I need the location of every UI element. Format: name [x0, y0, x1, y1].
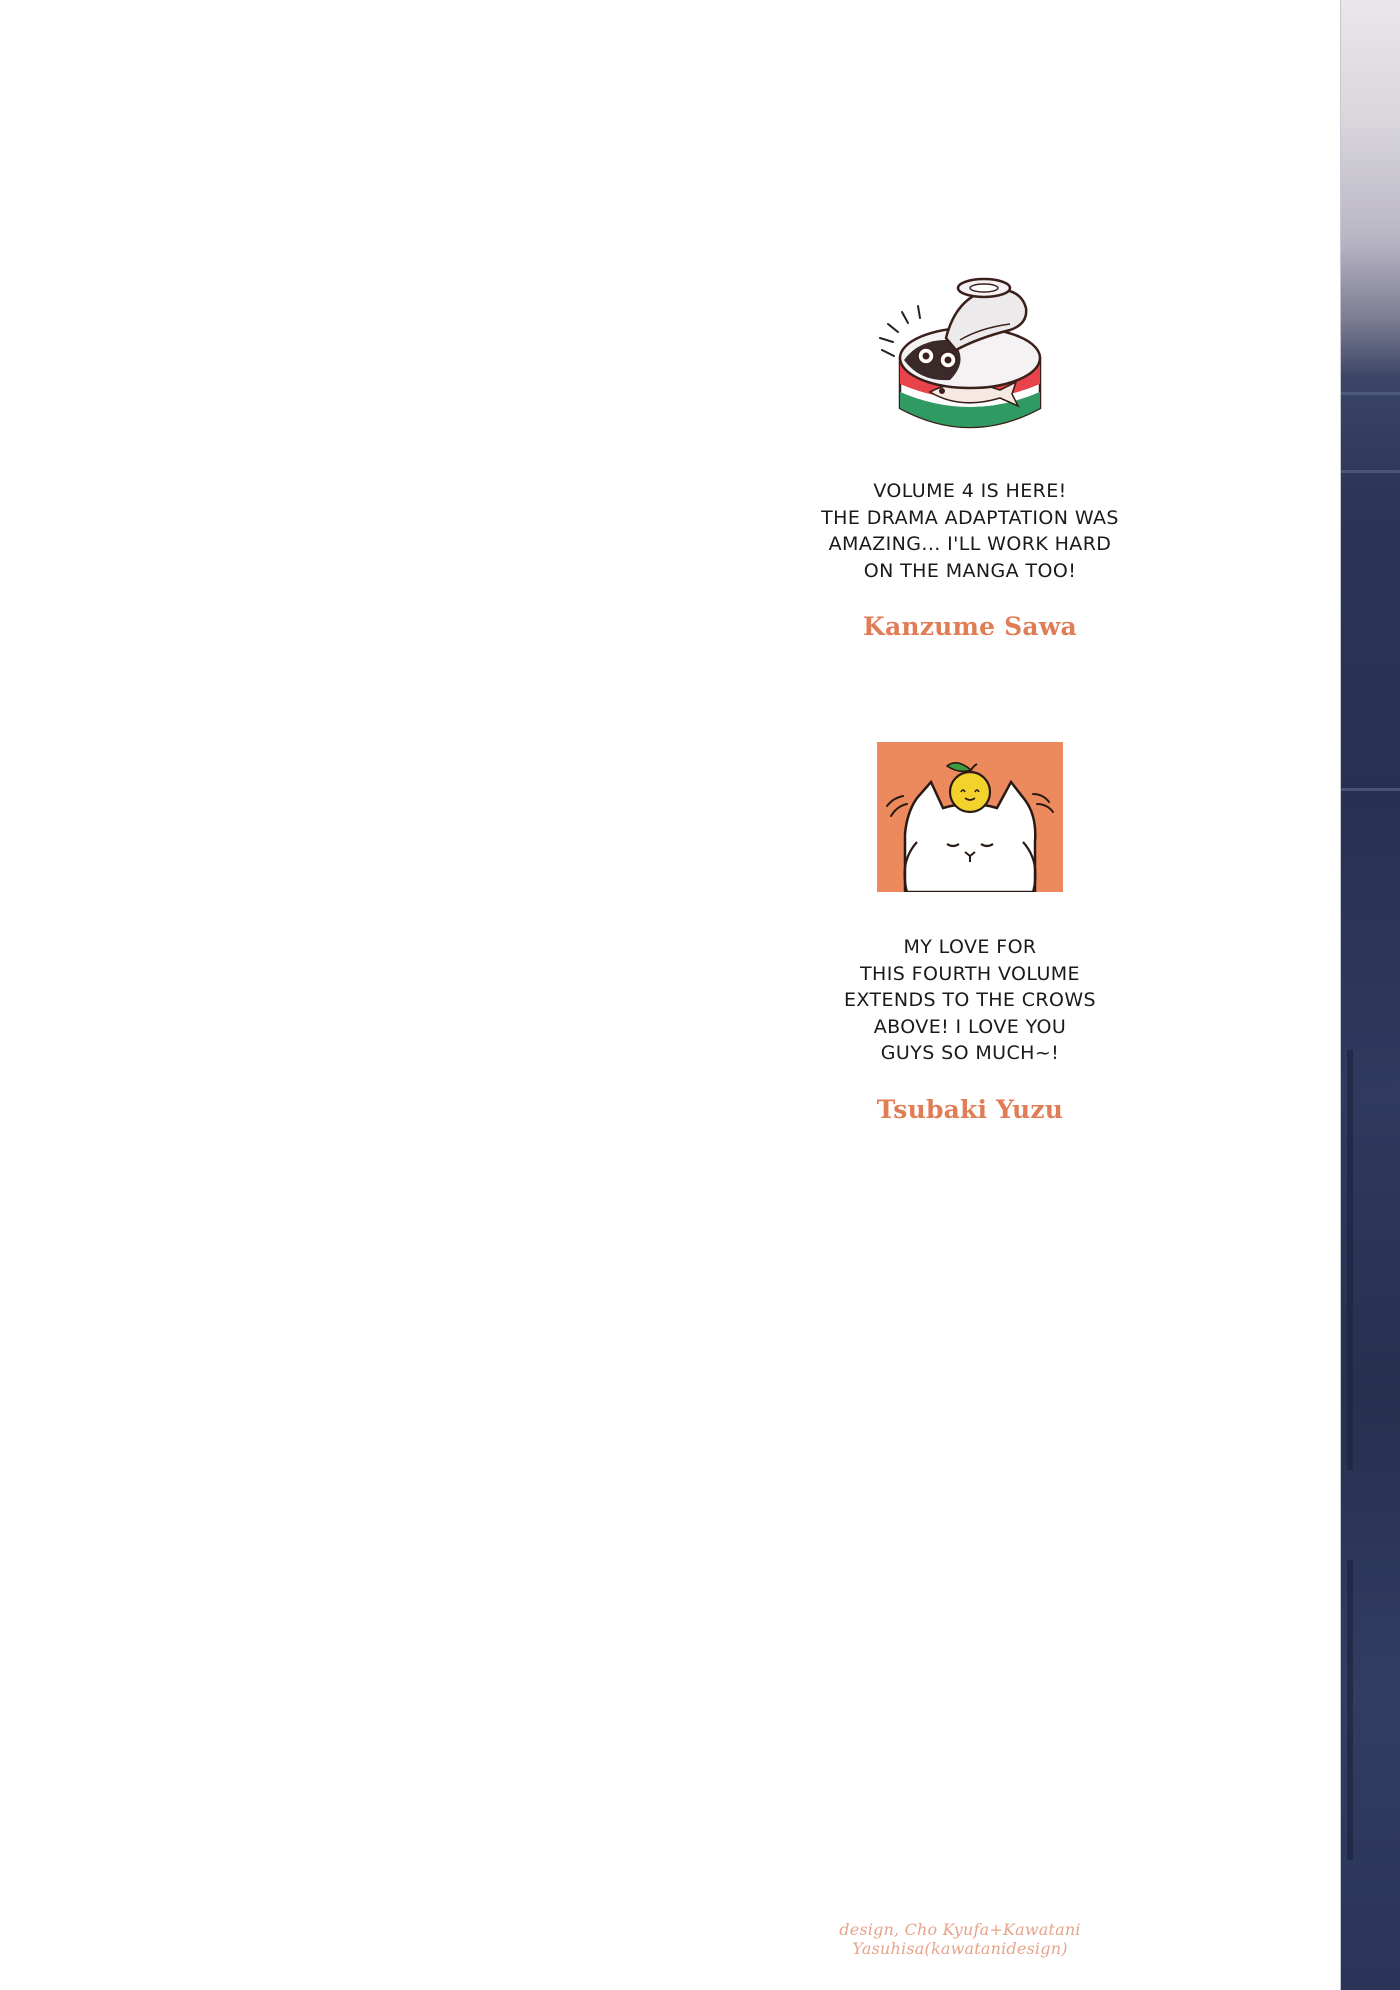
author-block-tsubaki-yuzu: [820, 742, 1120, 1124]
sardine-can-icon: [860, 268, 1080, 438]
author-message: MY LOVE FOR THIS FOURTH VOLUME EXTENDS TO THE CROWS ABOVE! I LOVE YOU GUYS SO MUCH~!: [843, 936, 1097, 1064]
author-name: Kanzume Sawa: [863, 612, 1077, 641]
author-name: Tsubaki Yuzu: [876, 1094, 1064, 1124]
author-message: VOLUME 4 IS HERE! THE DRAMA ADAPTATION WAS AMAZING... I'LL WORK HARD ON THE MANGA TOO!: [821, 480, 1119, 582]
cat-with-yuzu-icon: [877, 742, 1063, 892]
design-credit: design, Cho Kyufa+Kawatani Yasuhisa(kawatanidesign): [839, 1920, 1081, 1958]
cover-art-edge: [1340, 0, 1400, 1990]
author-block-kanzume-sawa: [820, 268, 1120, 641]
